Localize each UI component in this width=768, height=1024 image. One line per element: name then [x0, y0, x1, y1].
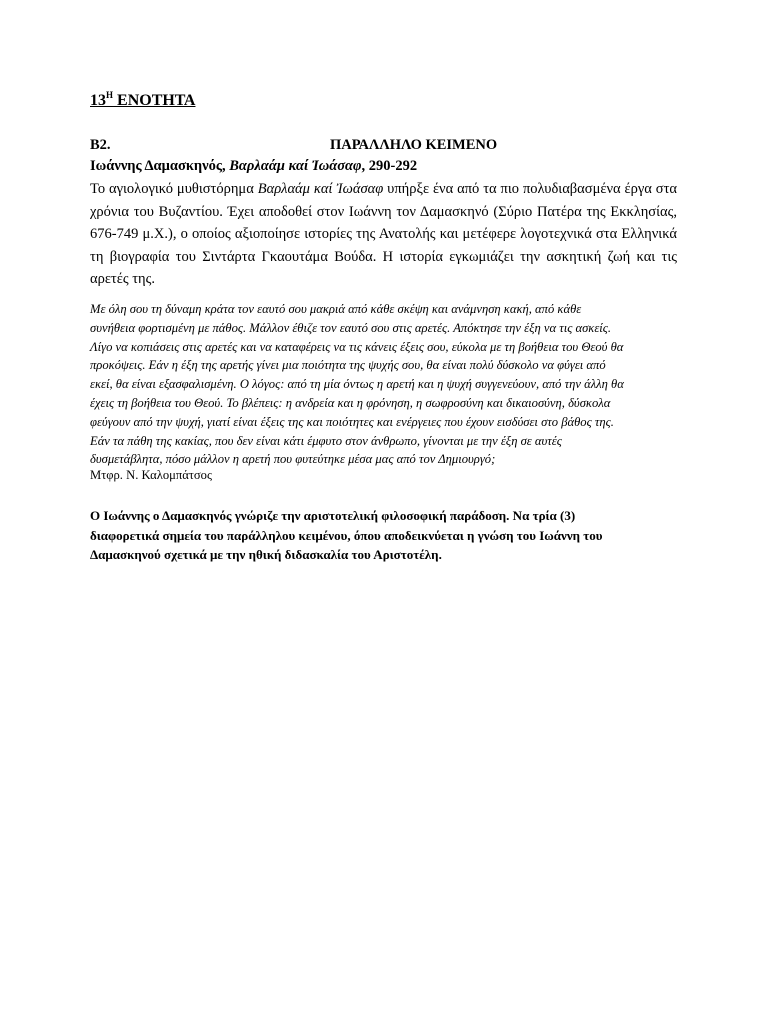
quote-line: προκόψεις. Εάν η έξη της αρετής γίνει μια ποιότητα της ψυχής σου, θα είναι πολύ δύσκολο να φύγει από: [90, 358, 606, 373]
quote-line: εκεί, θα είναι εξασφαλισμένη. Ο λόγος: από τη μία όντως η αρετή και η ψυχή συγγενεύουν, από την άλλη θα: [90, 377, 624, 392]
intro-part2: υπήρξε ένα από τα πιο πολυδιαβασμένα έργα στα χρόνια του Βυζαντίου. Έχει αποδοθεί στον Ιωάννη τον Δαμασκηνό (Σύριο Πατέρα της Εκκλησίας, 676-749 μ.Χ.), ο οποίος αξιοποίησε ιστορίες της Ανατολής και μετέφερε λογοτεχνικά στα Ελληνικά τη βιογραφία του Σιντάρτα Γκαουτάμα Βούδα. Η ιστορία εγκωμιάζει την ασκητική ζωή και τις αρετές της.: [90, 181, 678, 287]
source-work: Βαρλαάμ καί Ἰωάσαφ: [229, 158, 362, 174]
quote-line: συνήθεια φορτισμένη με πάθος. Μάλλον έθιζε τον εαυτό σου στις αρετές. Απόκτησε την έξη να τις ασκείς.: [90, 320, 612, 335]
task-question: [90, 506, 680, 565]
task-line: Δαμασκηνού σχετικά με την ηθική διδασκαλία του Αριστοτέλη.: [90, 547, 442, 562]
unit-word: ΕΝΟΤΗΤΑ: [113, 92, 196, 109]
unit-superscript: Η: [106, 90, 114, 100]
quote-line: έχεις τη βοήθεια του Θεού. Το βλέπεις: η ανδρεία και η φρόνηση, η σωφροσύνη και δικαιοσύνη, δύσκολα: [90, 395, 611, 410]
quote-line: Με όλη σου τη δύναμη κράτα τον εαυτό σου μακριά από κάθε σκέψη και ανάμνηση κακή, από κάθε: [90, 302, 582, 316]
task-line: Ο Ιωάννης ο Δαμασκηνός γνώριζε την αριστοτελική φιλοσοφική παράδοση. Να τρία (3): [90, 508, 576, 523]
unit-number: 13: [90, 92, 106, 109]
source-pages: , 290-292: [361, 158, 418, 174]
unit-title: [90, 92, 195, 110]
quote-line: φεύγουν από την ψυχή, γιατί είναι έξεις της και ποιότητες και ενέργειες που έχουν εισδύσει στο βάθος της.: [90, 414, 614, 429]
intro-part1: Το αγιολογικό μυθιστόρημα: [90, 181, 258, 197]
task-line: διαφορετικά σημεία του παράλληλου κειμένου, όπου αποδεικνύεται η γνώση του Ιωάννη του: [90, 527, 603, 543]
quote-line: Λίγο να κοπιάσεις στις αρετές και να καταφέρεις να τις κάνεις έξεις σου, εύκολα με τη βοήθεια του Θεού θα: [90, 339, 624, 354]
intro-paragraph: [90, 178, 677, 291]
quote-line: δυσμετάβλητα, πόσο μάλλον η αρετή που φυτεύτηκε μέσα μας από τον Δημιουργό;: [90, 452, 496, 467]
section-heading: ΠΑΡΑΛΛΗΛΟ ΚΕΙΜΕΝΟ: [330, 137, 498, 153]
section-code: Β2.: [90, 137, 111, 153]
source-author: Ιωάννης Δαμασκηνός,: [90, 158, 230, 174]
source-citation: [90, 158, 417, 175]
translator-credit: Μτφρ. Ν. Καλομπάτσος: [90, 468, 212, 482]
quoted-passage: [90, 300, 680, 469]
intro-work-title: Βαρλαάμ καί Ἰωάσαφ: [257, 181, 384, 197]
quote-line: Εάν τα πάθη της κακίας, που δεν είναι κάτι έμφυτο στον άνθρωπο, γίνονται με την έξη σε αυτές: [90, 433, 562, 448]
